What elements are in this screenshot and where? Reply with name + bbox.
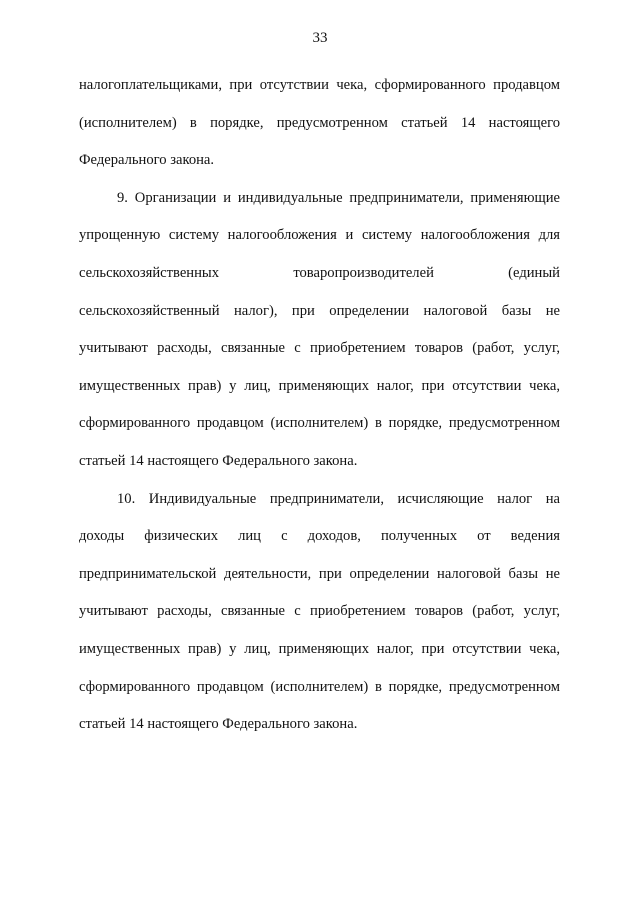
paragraph-9: [79, 180, 560, 481]
text-line: Федерального закона.: [79, 152, 215, 169]
text-line: статьей 14 настоящего Федерального закона.: [79, 452, 358, 469]
text-line: налогоплательщиками, при отсутствии чека, сформированного продавцом: [79, 77, 560, 93]
text-line: статьей 14 настоящего Федерального закона.: [79, 716, 358, 733]
text-line: учитывают расходы, связанные с приобретением товаров (работ, услуг,: [79, 340, 560, 357]
text-line: доходы физических лиц с доходов, полученных от ведения: [79, 528, 560, 545]
paragraph-1: [79, 67, 560, 180]
text-line: 10. Индивидуальные предприниматели, исчисляющие налог на: [117, 490, 560, 507]
paragraph-10: [79, 481, 560, 744]
text-line: имущественных прав) у лиц, применяющих налог, при отсутствии чека,: [79, 640, 560, 657]
text-line: (исполнителем) в порядке, предусмотренном статьей 14 настоящего: [79, 114, 560, 131]
text-line: упрощенную систему налогообложения и систему налогообложения для: [79, 227, 560, 244]
text-line: имущественных прав) у лиц, применяющих налог, при отсутствии чека,: [79, 377, 560, 394]
text-line: 9. Организации и индивидуальные предприниматели, применяющие: [117, 189, 560, 206]
text-line: учитывают расходы, связанные с приобретением товаров (работ, услуг,: [79, 603, 560, 620]
text-line: сформированного продавцом (исполнителем) в порядке, предусмотренном: [79, 415, 560, 432]
text-line: сельскохозяйственных товаропроизводителей (единый: [79, 264, 560, 281]
text-line: сформированного продавцом (исполнителем) в порядке, предусмотренном: [79, 678, 560, 695]
page-number: 33: [312, 30, 328, 46]
document-body: [79, 67, 560, 744]
text-line: сельскохозяйственный налог), при определении налоговой базы не: [79, 302, 560, 319]
text-line: предпринимательской деятельности, при определении налоговой базы не: [79, 565, 560, 582]
